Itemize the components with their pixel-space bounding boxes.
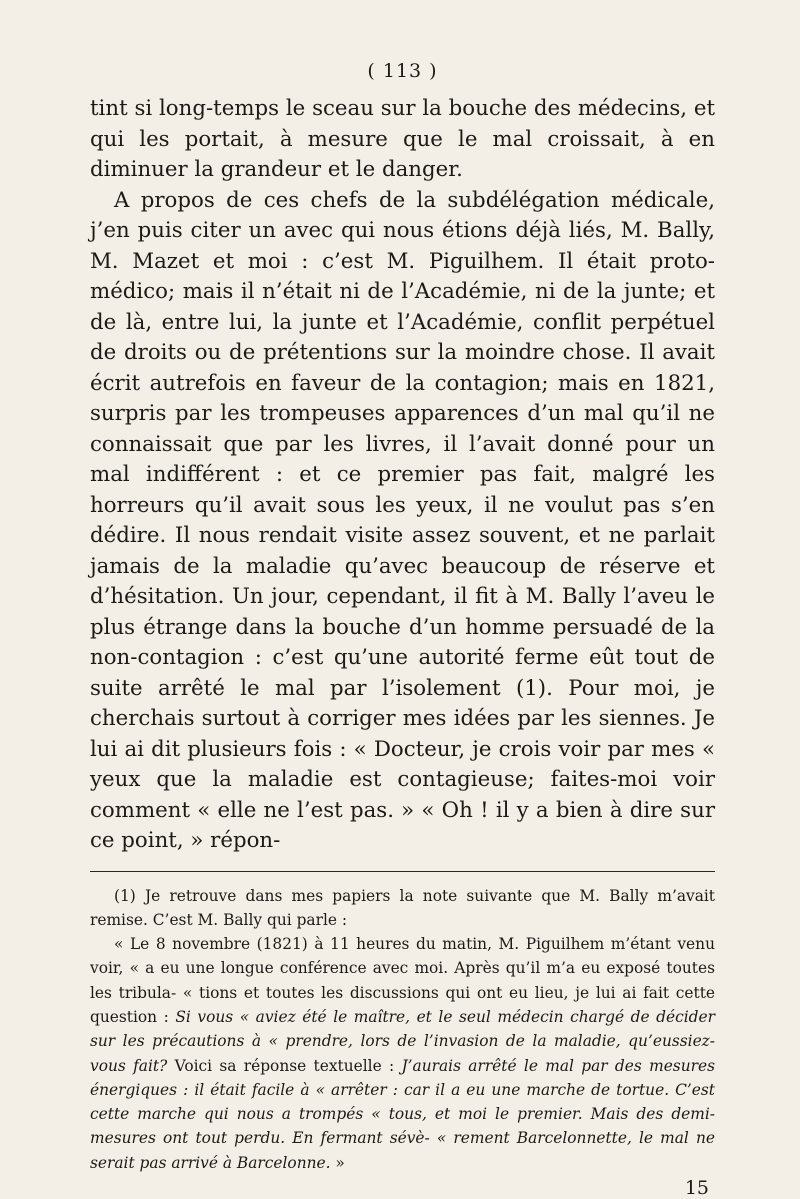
footnote-question: Si vous « aviez été le maître, et le seul médecin chargé de décider sur les précautions à « prendre, lors de l’invasion de la maladie, qu’eussiez-vous fait? — [90, 1007, 715, 1075]
footnote-closing: » — [330, 1153, 345, 1172]
book-page — [90, 60, 715, 1199]
footnote-paragraph-2 — [90, 932, 715, 1175]
main-text — [90, 94, 715, 857]
paragraph-1: tint si long-temps le sceau sur la bouche des médecins, et qui les portait, à mesure que le mal croissait, à en diminuer la grandeur et le danger. — [90, 96, 715, 182]
page-number: ( 113 ) — [367, 60, 438, 82]
footnote-reply-intro: Voici sa réponse textuelle : — [167, 1056, 402, 1075]
signature-mark: 15 — [684, 1177, 709, 1199]
footnote-reply: J’aurais arrêté le mal par des mesures énergiques : il était facile à « arrêter : car il a eu une marche de tortue. C’est cette marche qui nous a trompés « tous, et moi le premier. Mais des demi-mesures ont tout perdu. En fermant sévè- « rement Barcelonnette, le mal ne serait pas arrivé à Barcelonne. — [90, 1056, 715, 1172]
footnote — [90, 884, 715, 1176]
footnote-paragraph-1: (1) Je retrouve dans mes papiers la note suivante que M. Bally m’avait remise. C’est M. Bally qui parle : — [90, 886, 715, 929]
footnote-quote-start: « Le 8 novembre (1821) à 11 heures du matin, M. Piguilhem m’étant venu voir, « a eu une longue conférence avec moi. Après qu’il m’a eu exposé toutes les tribula- « tions et toutes les discussions qui ont eu lieu, je lui ai fait cette question : — [90, 935, 715, 1026]
footnote-divider — [90, 871, 715, 872]
paragraph-2: A propos de ces chefs de la subdélégation médicale, j’en puis citer un avec qui nous étions déjà liés, M. Bally, M. Mazet et moi : c’est M. Piguilhem. Il était proto-médico; mais il n’était ni de l’Académie, ni de la junte; et de là, entre lui, la junte et l’Académie, conflit perpétuel de droits ou de prétentions sur la moindre chose. Il avait écrit autrefois en faveur de la contagion; mais en 1821, surpris par les trompeuses apparences d’un mal qu’il ne connaissait que par les livres, il l’avait donné pour un mal indifférent : et ce premier pas fait, malgré les horreurs qu’il avait sous les yeux, il ne voulut pas s’en dédire. Il nous rendait visite assez souvent, et ne parlait jamais de la maladie qu’avec beaucoup de réserve et d’hésitation. Un jour, cependant, il fit à M. Bally l’aveu le plus étrange dans la bouche d’un homme persuadé de la non-contagion : c’est qu’une autorité ferme eût tout de suite arrêté le mal par l’isolement (1). Pour moi, je cherchais surtout à corriger mes idées par les siennes. Je lui ai dit plusieurs fois : « Docteur, je crois voir par mes « yeux que la maladie est contagieuse; faites-moi voir comment « elle ne l’est pas. » « Oh ! il y a bien à dire sur ce point, » répon- — [90, 187, 715, 853]
